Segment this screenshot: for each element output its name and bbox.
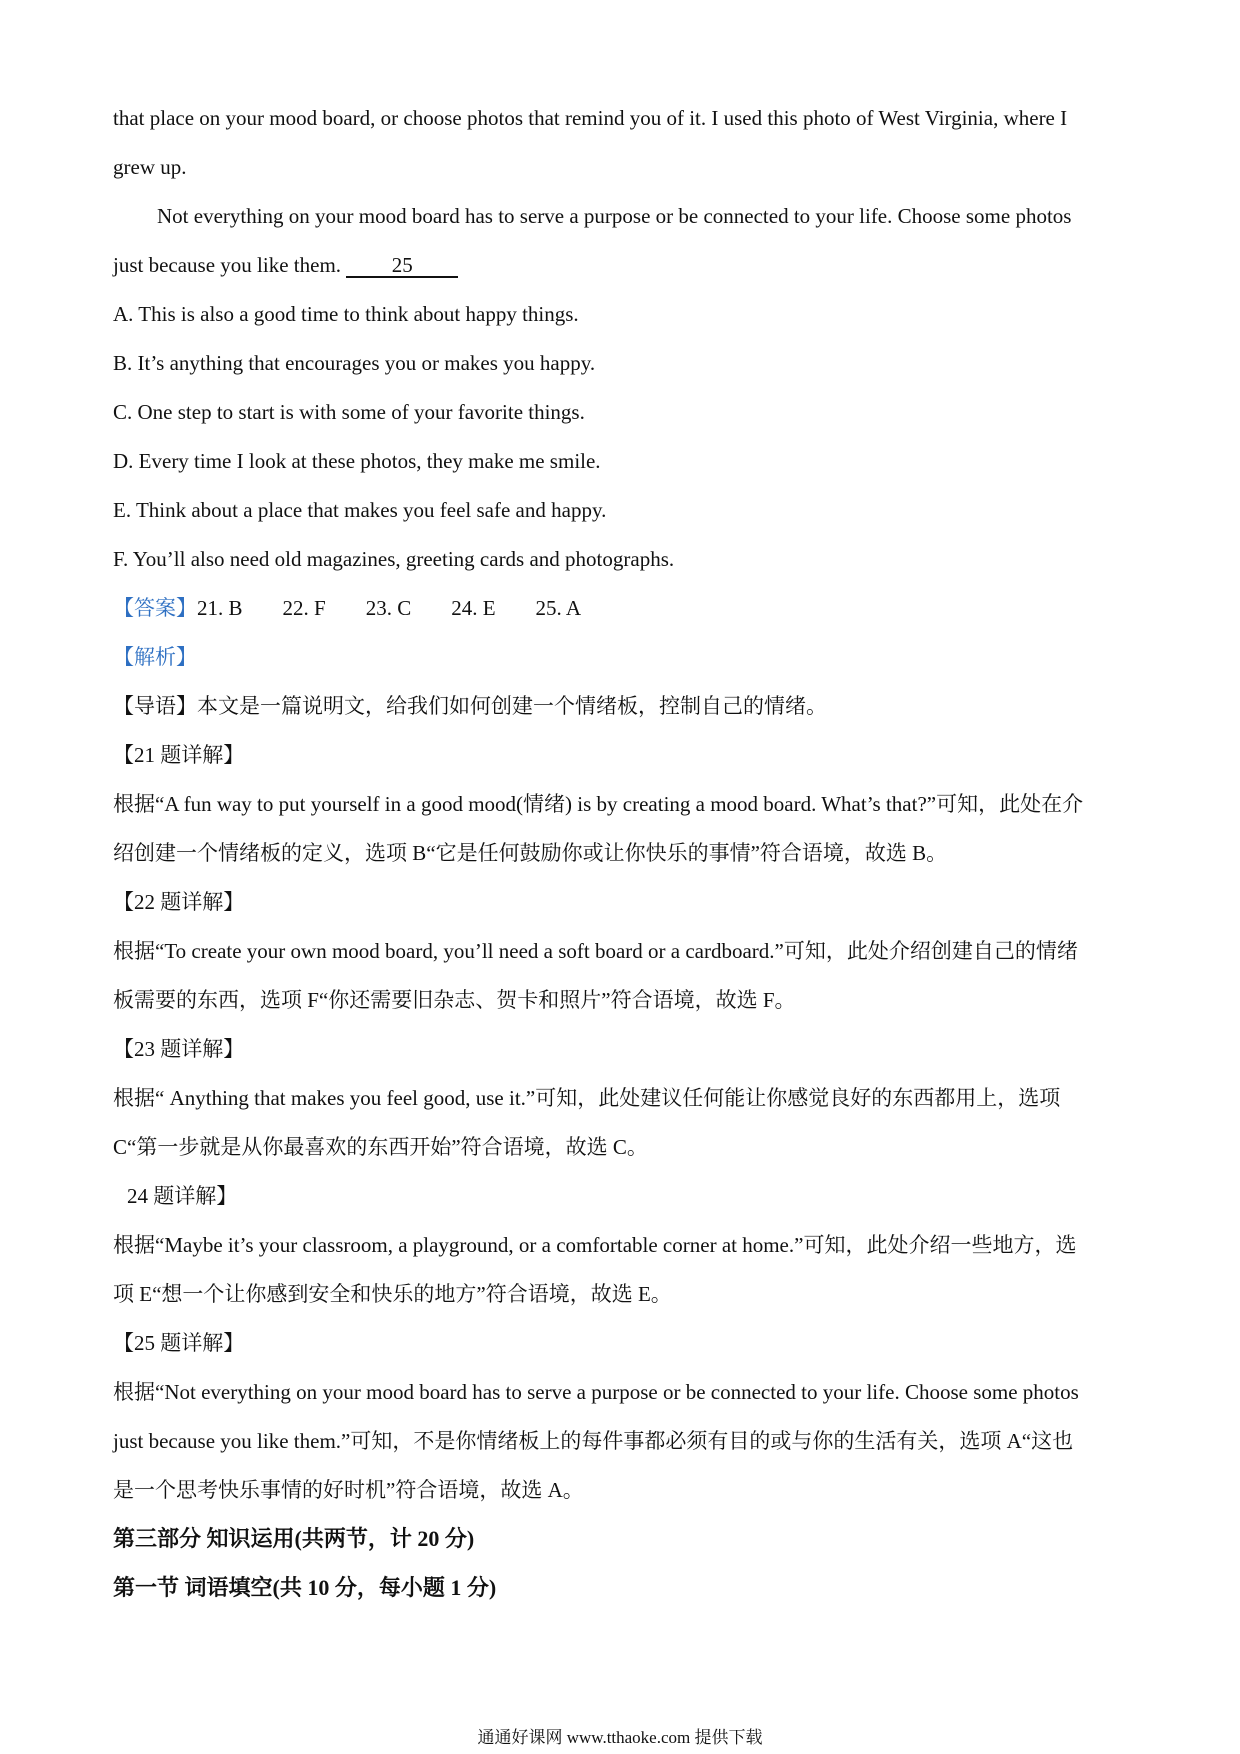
- q22-line-1: 根据“To create your own mood board, you’ll need a soft board or a cardboard.”可知，此处介绍创建自己的情绪: [113, 939, 1078, 963]
- q24-line-2: 项 E“想一个让你感到安全和快乐的地方”符合语境，故选 E。: [113, 1282, 672, 1306]
- q25-title: 【25 题详解】: [113, 1331, 245, 1355]
- guide-text: 【导语】本文是一篇说明文，给我们如何创建一个情绪板，控制自己的情绪。: [113, 694, 827, 718]
- option-f: F. You’ll also need old magazines, greeting cards and photographs.: [113, 547, 675, 571]
- option-c: C. One step to start is with some of your favorite things.: [113, 400, 585, 424]
- passage-line-1: that place on your mood board, or choose photos that remind you of it. I used this photo of West Virginia, where I: [113, 106, 1068, 130]
- answer-row: [113, 594, 1133, 622]
- q23-line-2: C“第一步就是从你最喜欢的东西开始”符合语境，故选 C。: [113, 1135, 648, 1159]
- q21-line-2: 绍创建一个情绪板的定义，选项 B“它是任何鼓励你或让你快乐的事情”符合语境，故选 B。: [113, 841, 948, 865]
- section-heading-part-1: 第一节 词语填空(共 10 分，每小题 1 分): [113, 1575, 497, 1600]
- option-b: B. It’s anything that encourages you or makes you happy.: [113, 351, 596, 375]
- q23-title: 【23 题详解】: [113, 1037, 245, 1061]
- passage-line-2: grew up.: [113, 155, 187, 179]
- q24-title: 24 题详解】: [127, 1184, 238, 1208]
- answer-23: 23. C: [365, 596, 412, 620]
- answer-24: 24. E: [451, 596, 496, 620]
- answer-21: 21. B: [197, 596, 243, 620]
- passage-line-4-text: just because you like them.: [113, 253, 347, 277]
- answer-label: 【答案】: [113, 596, 197, 620]
- q21-title: 【21 题详解】: [113, 743, 245, 767]
- analysis-label: 【解析】: [113, 645, 197, 669]
- q22-line-2: 板需要的东西，选项 F“你还需要旧杂志、贺卡和照片”符合语境，故选 F。: [113, 988, 796, 1012]
- option-e: E. Think about a place that makes you feel safe and happy.: [113, 498, 607, 522]
- answer-22: 22. F: [282, 596, 326, 620]
- q25-line-2: just because you like them.”可知，不是你情绪板上的每件事都必须有目的或与你的生活有关，选项 A“这也: [113, 1429, 1074, 1453]
- option-a: A. This is also a good time to think about happy things.: [113, 302, 579, 326]
- blank-25: 25: [346, 254, 458, 278]
- option-d: D. Every time I look at these photos, they make me smile.: [113, 449, 601, 473]
- q24-line-1: 根据“Maybe it’s your classroom, a playground, or a comfortable corner at home.”可知，此处介绍一些地方，选: [113, 1233, 1077, 1257]
- passage-line-3: Not everything on your mood board has to serve a purpose or be connected to your life. Choose some photos: [157, 204, 1072, 228]
- q23-line-1: 根据“ Anything that makes you feel good, use it.”可知，此处建议任何能让你感觉良好的东西都用上，选项: [113, 1086, 1061, 1110]
- q25-line-3: 是一个思考快乐事情的好时机”符合语境，故选 A。: [113, 1478, 584, 1502]
- q25-line-1: 根据“Not everything on your mood board has to serve a purpose or be connected to your life. Choose some photos: [113, 1380, 1079, 1404]
- q22-title: 【22 题详解】: [113, 890, 245, 914]
- q21-line-1: 根据“A fun way to put yourself in a good mood(情绪) is by creating a mood board. What’s that?”可知，此处在介: [113, 792, 1084, 816]
- passage-line-4: [113, 251, 1133, 279]
- answer-25: 25. A: [535, 596, 582, 620]
- section-heading-part-3: 第三部分 知识运用(共两节，计 20 分): [113, 1526, 475, 1551]
- page-footer: 通通好课网 www.tthaoke.com 提供下载: [477, 1728, 763, 1747]
